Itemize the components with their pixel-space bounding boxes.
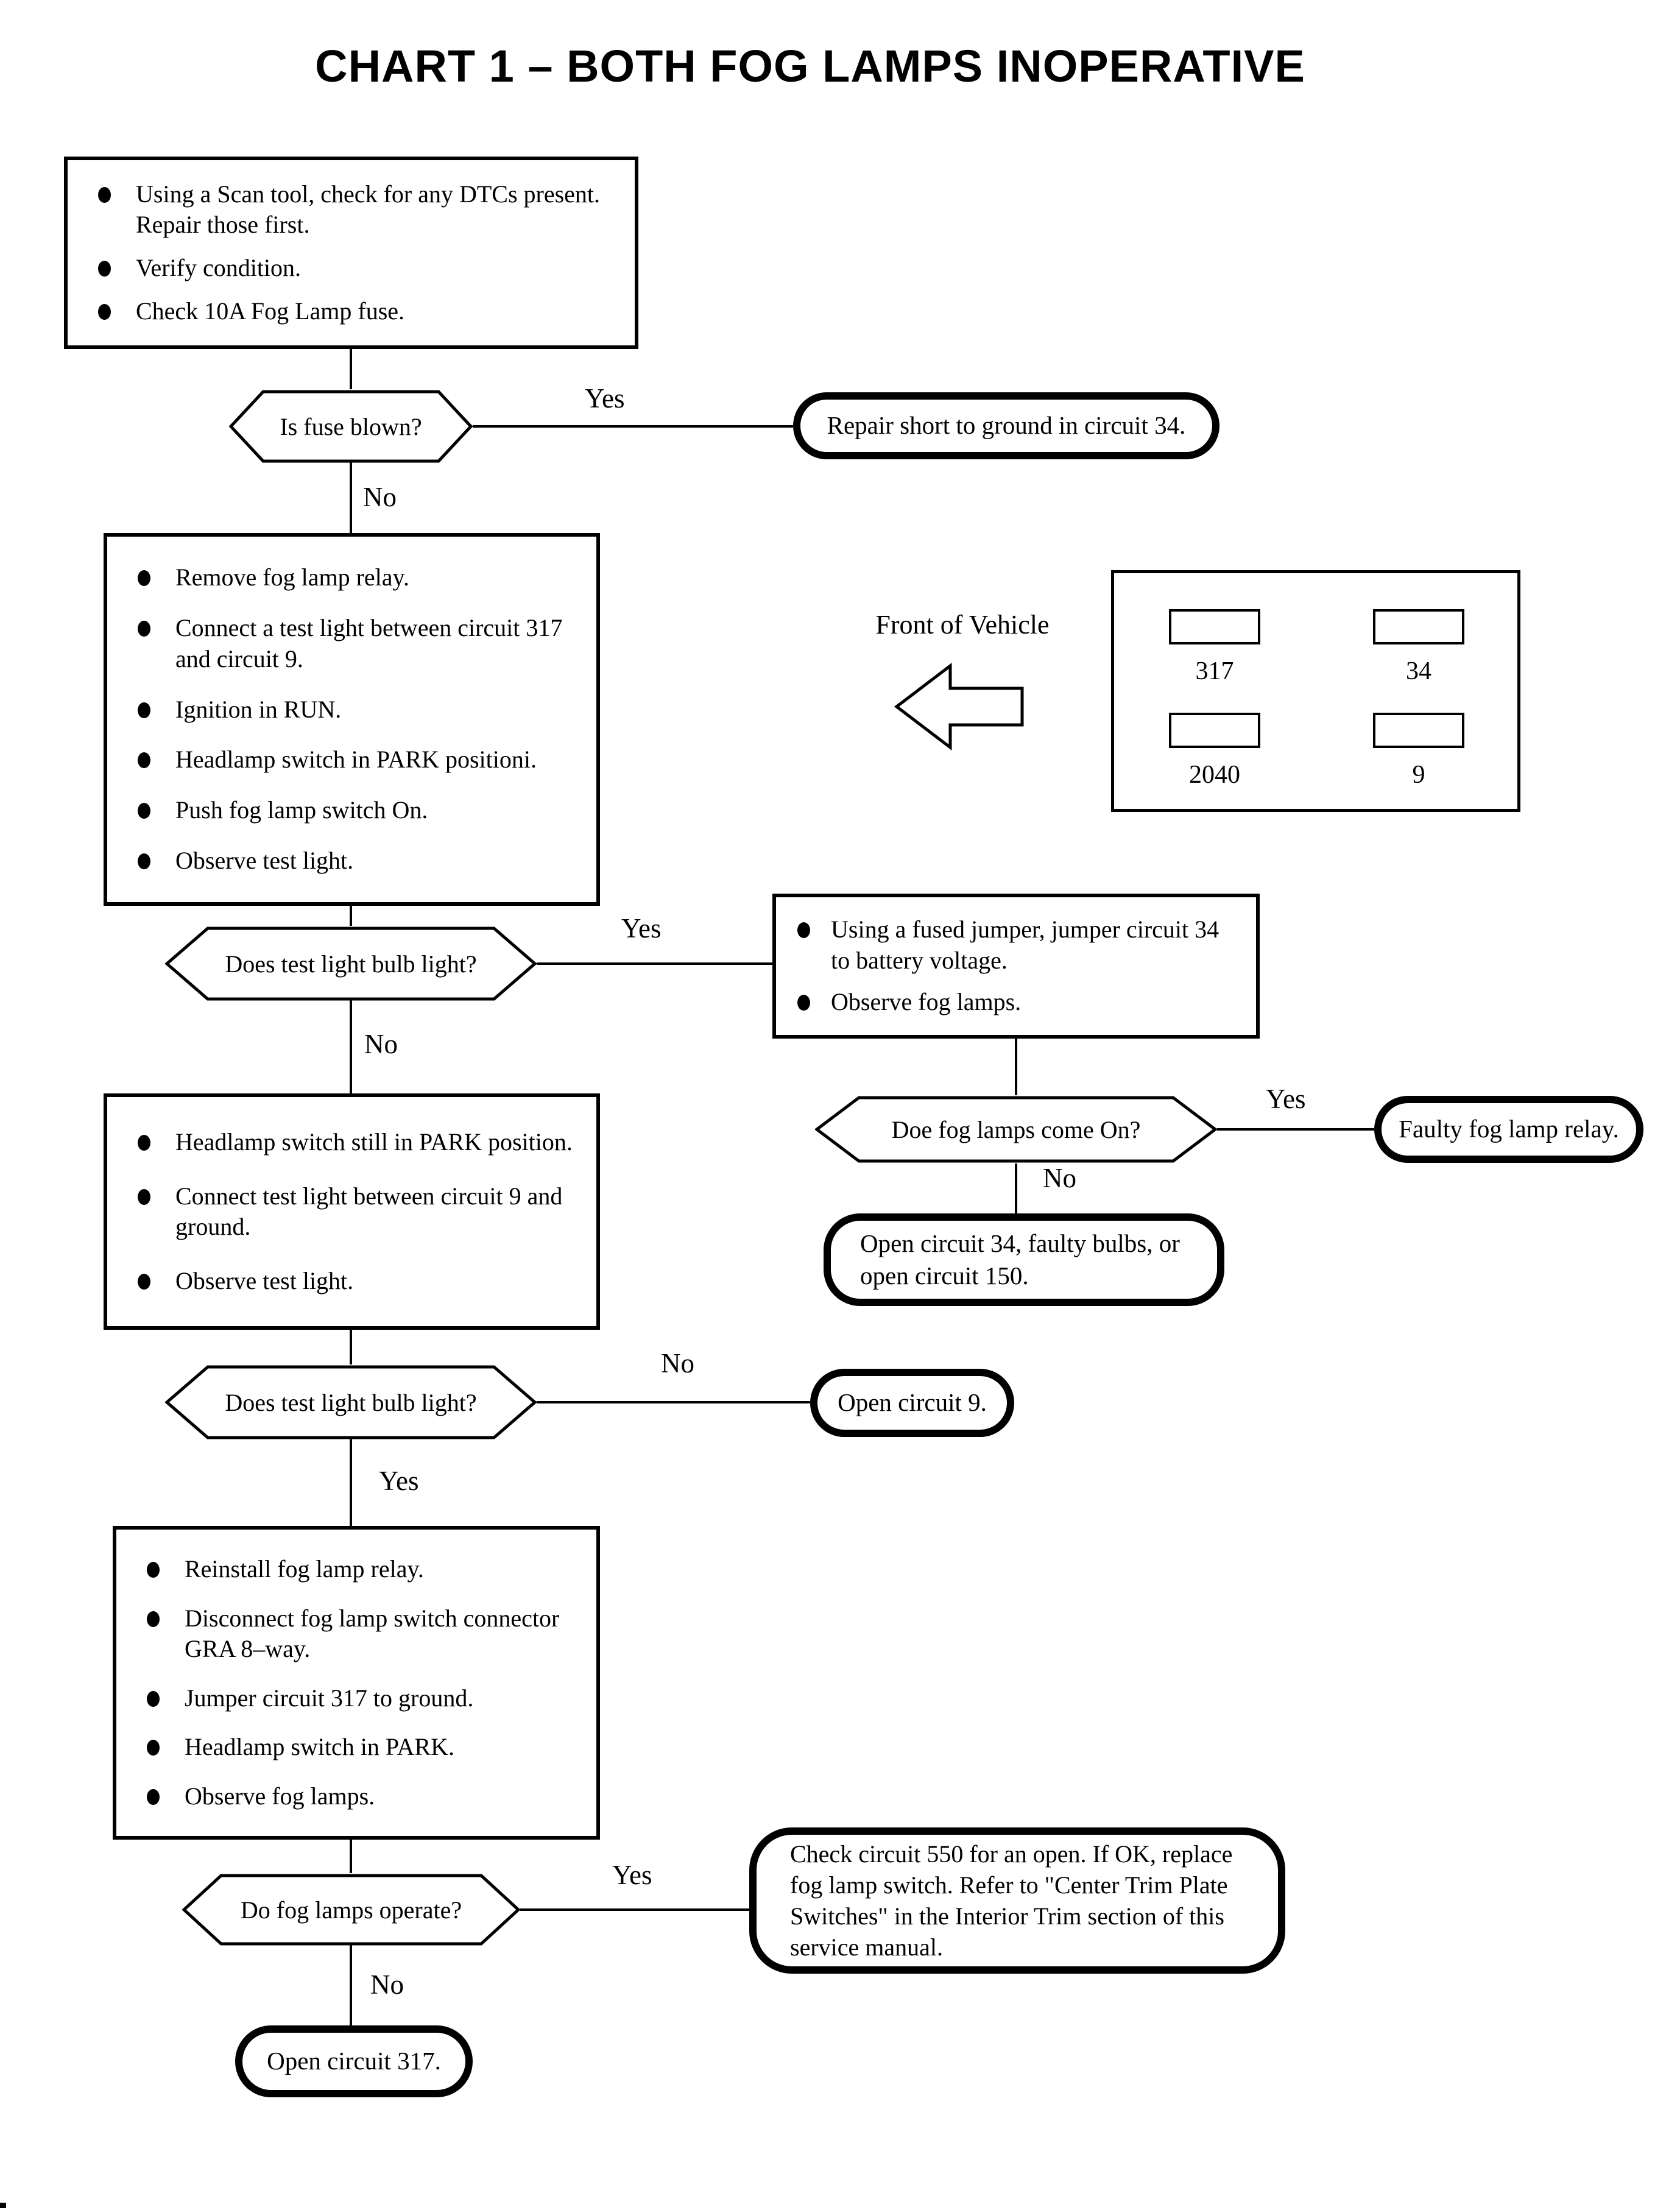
- bullet-icon: [138, 744, 175, 768]
- scan-artifact-dot: [0, 2203, 6, 2208]
- bullet-icon: [138, 694, 175, 718]
- relay-cavity-317: [1169, 609, 1260, 644]
- edge-label-yes: Yes: [621, 913, 662, 944]
- bullet-icon: [98, 296, 136, 320]
- connector-fog-yes: [1217, 1128, 1374, 1131]
- list-item-text: Disconnect fog lamp switch connector GRA 8–way.: [185, 1604, 560, 1662]
- list-item: [147, 1603, 575, 1665]
- list-item-text: Check 10A Fog Lamp fuse.: [136, 297, 405, 325]
- bullet-icon: [138, 1181, 175, 1205]
- list-item-text: Observe test light.: [175, 847, 354, 875]
- list-item-text: Headlamp switch in PARK positioni.: [175, 746, 537, 774]
- list-item: [147, 1554, 575, 1584]
- edge-label-yes: Yes: [1266, 1084, 1306, 1114]
- connector-fog-no: [1015, 1163, 1017, 1213]
- list-item: [138, 613, 575, 674]
- bullet-icon: [138, 562, 175, 586]
- list-item-text: Reinstall fog lamp relay.: [185, 1555, 424, 1583]
- list-item-text: Connect a test light between circuit 317 and circuit 9.: [175, 614, 563, 673]
- bullet-icon: [147, 1732, 185, 1756]
- list-item: [138, 694, 575, 725]
- terminal-open-circuit-34: [824, 1213, 1224, 1306]
- bullet-icon: [797, 914, 831, 938]
- terminal-repair-short-circuit-34: [793, 392, 1219, 459]
- connector-fuse-no: [350, 462, 352, 533]
- bullet-icon: [98, 179, 136, 203]
- list-item-text: Observe fog lamps.: [185, 1782, 375, 1810]
- list-item: [797, 914, 1235, 976]
- bullet-icon: [147, 1603, 185, 1627]
- list-item: [138, 1266, 575, 1296]
- pin-label-34: 34: [1406, 657, 1431, 685]
- bullet-icon: [138, 795, 175, 819]
- list-item-text: Ignition in RUN.: [175, 695, 342, 723]
- connector-test2-no: [537, 1401, 810, 1403]
- list-item-text: Verify condition.: [136, 254, 302, 281]
- list-item: [147, 1732, 575, 1762]
- connector-fuse-yes: [473, 425, 793, 428]
- connector-start-to-fuse: [350, 349, 352, 389]
- decision-label: Do fog lamps operate?: [240, 1896, 462, 1924]
- edge-label-no: No: [1043, 1163, 1076, 1193]
- connector-relaytest-to-test1: [350, 906, 352, 926]
- pin-label-2040: 2040: [1189, 761, 1240, 789]
- bullet-icon: [138, 613, 175, 637]
- connector-park-to-test2: [350, 1330, 352, 1364]
- list-item: [147, 1781, 575, 1812]
- list-item-text: Observe fog lamps.: [831, 988, 1022, 1016]
- terminal-text: Faulty fog lamp relay.: [1399, 1115, 1619, 1143]
- bullet-icon: [797, 987, 831, 1011]
- terminal-text: Open circuit 34, faulty bulbs, or open circuit 150.: [860, 1229, 1180, 1290]
- edge-label-yes: Yes: [585, 383, 625, 414]
- front-of-vehicle-label: Front of Vehicle: [875, 610, 1050, 640]
- list-item: [138, 795, 575, 825]
- edge-label-no: No: [364, 1029, 398, 1059]
- decision-label: Does test light bulb light?: [225, 950, 477, 978]
- list-item-text: Jumper circuit 317 to ground.: [185, 1684, 474, 1712]
- bullet-icon: [138, 1127, 175, 1151]
- terminal-text: Open circuit 317.: [267, 2047, 441, 2075]
- terminal-open-circuit-317: [235, 2025, 473, 2097]
- edge-label-no: No: [363, 482, 397, 512]
- connector-jumper-to-fog: [1015, 1039, 1017, 1095]
- step-initial-checks: [64, 157, 638, 349]
- step-park-test: [104, 1093, 600, 1330]
- edge-label-yes: Yes: [379, 1466, 419, 1496]
- list-item: [98, 179, 613, 241]
- list-item-text: Headlamp switch still in PARK position.: [175, 1128, 573, 1156]
- edge-label-no: No: [661, 1348, 694, 1379]
- list-item: [138, 846, 575, 876]
- connector-operate-no: [350, 1945, 352, 2025]
- decision-test-light-2: [165, 1364, 537, 1440]
- relay-cavity-34: [1373, 609, 1464, 644]
- edge-label-yes: Yes: [612, 1860, 652, 1890]
- decision-label: Does test light bulb light?: [225, 1388, 477, 1416]
- edge-label-no: No: [370, 1969, 404, 2000]
- bullet-icon: [138, 846, 175, 869]
- terminal-text: Check circuit 550 for an open. If OK, replace fog lamp switch. Refer to "Center Trim Plate Switches" in the Interior Trim section of this service manual.: [790, 1840, 1233, 1961]
- decision-label: Doe fog lamps come On?: [891, 1115, 1141, 1143]
- decision-fog-lamps-come-on: [815, 1095, 1217, 1163]
- list-item-text: Headlamp switch in PARK.: [185, 1733, 454, 1760]
- connector-switch-to-operate: [350, 1840, 352, 1873]
- pin-label-9: 9: [1412, 761, 1425, 789]
- bullet-icon: [147, 1554, 185, 1578]
- terminal-text: Repair short to ground in circuit 34.: [827, 411, 1186, 440]
- list-item: [138, 1127, 575, 1157]
- connector-test2-yes: [350, 1439, 352, 1526]
- decision-label: Is fuse blown?: [280, 412, 422, 440]
- bullet-icon: [147, 1781, 185, 1805]
- list-item: [797, 987, 1235, 1017]
- left-arrow-icon: [894, 661, 1025, 752]
- list-item: [147, 1683, 575, 1714]
- list-item-text: Push fog lamp switch On.: [175, 796, 428, 824]
- list-item: [138, 562, 575, 593]
- terminal-check-circuit-550: [749, 1827, 1285, 1974]
- list-item-text: Connect test light between circuit 9 and ground.: [175, 1182, 563, 1240]
- step-jumper-circuit-34: [772, 894, 1260, 1039]
- relay-cavity-2040: [1169, 713, 1260, 748]
- connector-test1-yes: [537, 962, 772, 965]
- bullet-icon: [98, 253, 136, 277]
- page-title: CHART 1 – BOTH FOG LAMPS INOPERATIVE: [315, 41, 1305, 91]
- list-item: [98, 296, 613, 327]
- terminal-text: Open circuit 9.: [838, 1388, 987, 1417]
- step-switch-test: [113, 1526, 600, 1840]
- list-item-text: Observe test light.: [175, 1267, 354, 1294]
- relay-cavity-9: [1373, 713, 1464, 748]
- decision-is-fuse-blown: [229, 389, 473, 464]
- bullet-icon: [147, 1683, 185, 1707]
- bullet-icon: [138, 1266, 175, 1290]
- pin-label-317: 317: [1195, 657, 1234, 685]
- step-relay-test-setup: [104, 533, 600, 906]
- list-item-text: Using a fused jumper, jumper circuit 34 to battery voltage.: [831, 916, 1219, 974]
- decision-test-light-1: [165, 926, 537, 1001]
- connector-operate-yes: [520, 1908, 749, 1911]
- list-item-text: Remove fog lamp relay.: [175, 563, 409, 591]
- list-item-text: Using a Scan tool, check for any DTCs present. Repair those first.: [136, 180, 601, 238]
- decision-fog-lamps-operate: [182, 1873, 520, 1946]
- list-item: [138, 1181, 575, 1243]
- terminal-open-circuit-9: [810, 1369, 1014, 1437]
- terminal-faulty-fog-lamp-relay: [1374, 1096, 1643, 1163]
- connector-test1-no: [350, 1000, 352, 1093]
- list-item: [138, 744, 575, 775]
- list-item: [98, 253, 613, 283]
